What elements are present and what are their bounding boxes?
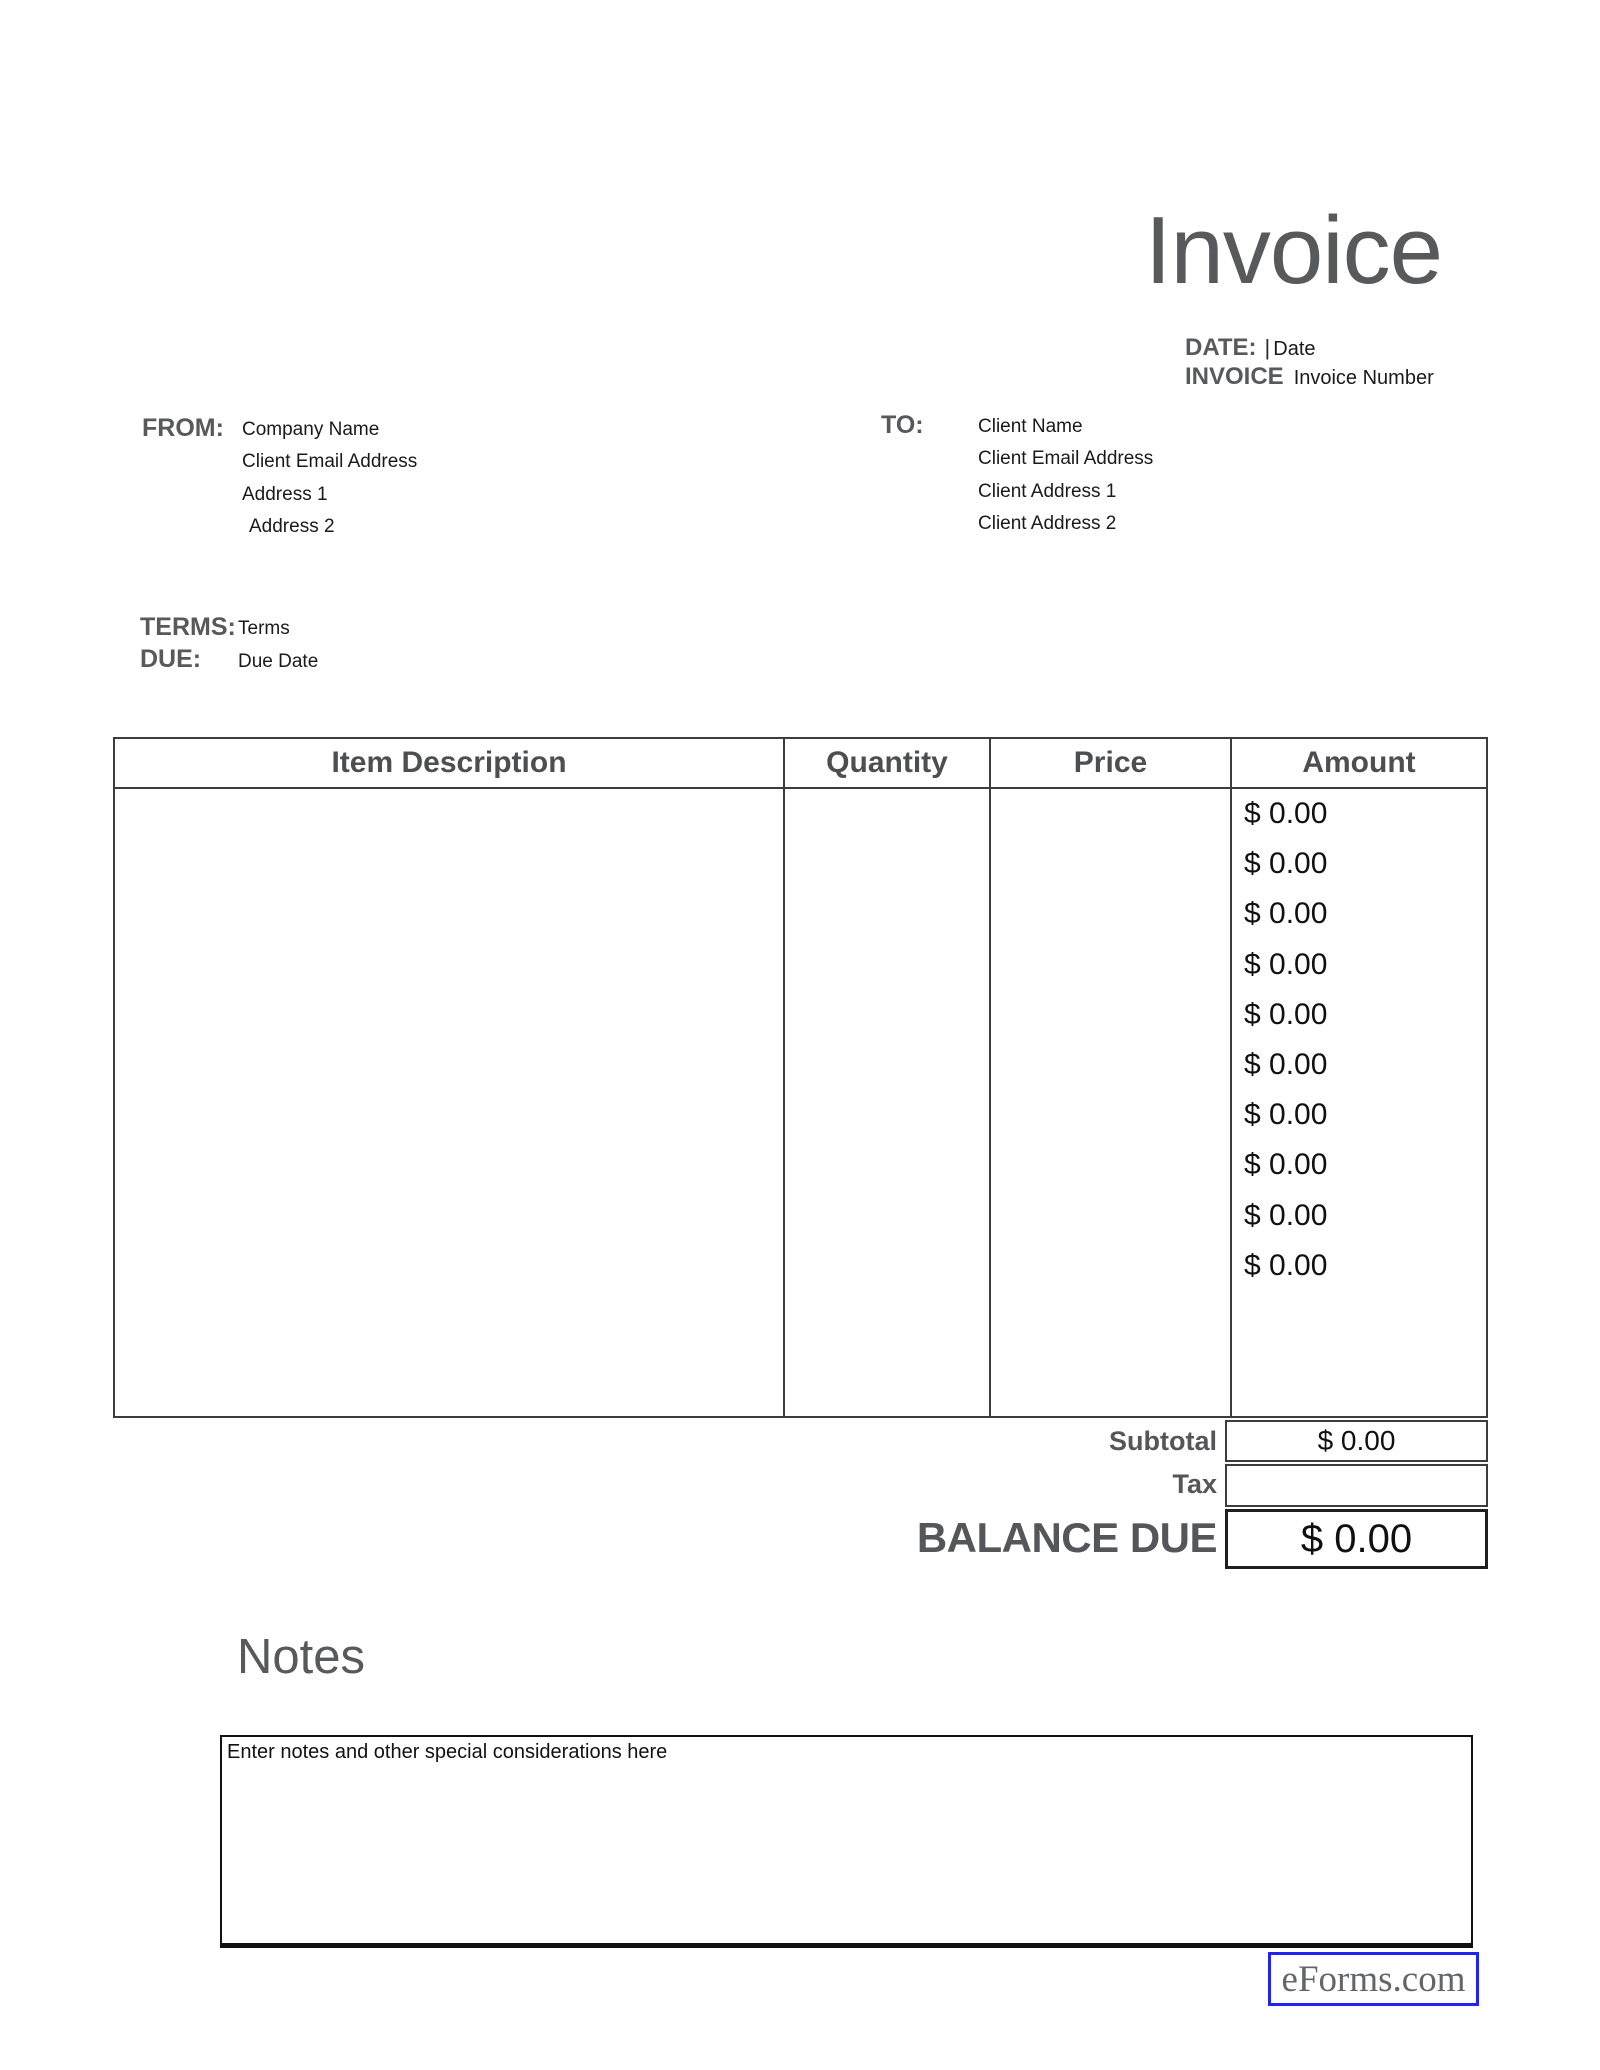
items-table-body (115, 789, 1486, 1416)
tax-label: Tax (1172, 1469, 1217, 1499)
invoice-number-label: INVOICE (1185, 363, 1284, 390)
column-header-amount: Amount (1230, 739, 1486, 787)
quantity-column[interactable] (783, 789, 989, 1416)
notes-placeholder: Enter notes and other special considerations here (227, 1741, 668, 1763)
invoice-number-value[interactable]: Invoice Number (1293, 367, 1434, 389)
column-header-quantity: Quantity (783, 739, 989, 787)
items-table-header (115, 739, 1486, 789)
amount-cell[interactable]: $ 0.00 (1244, 1248, 1328, 1282)
subtotal-label: Subtotal (1109, 1426, 1217, 1456)
items-table (113, 737, 1488, 1418)
amount-cell[interactable]: $ 0.00 (1244, 1048, 1328, 1082)
column-header-item-description: Item Description (331, 746, 567, 779)
notes-textarea[interactable] (220, 1735, 1473, 1948)
due-label: DUE: (140, 645, 202, 673)
column-header-price: Price (989, 739, 1230, 787)
price-column[interactable] (989, 789, 1230, 1416)
amount-cell[interactable]: $ 0.00 (1244, 897, 1328, 931)
amount-column (1230, 789, 1486, 1416)
text-cursor: | (1264, 335, 1271, 360)
from-label: FROM: (142, 414, 224, 442)
to-label: TO: (881, 411, 924, 439)
eforms-brand-link[interactable] (1268, 1952, 1479, 2006)
terms-label: TERMS: (140, 613, 236, 641)
from-company-name-field[interactable]: Company Name (242, 419, 380, 441)
to-block (978, 411, 1153, 540)
date-row (1185, 334, 1434, 363)
invoice-number-row (1185, 363, 1434, 392)
tax-value-box[interactable] (1225, 1464, 1488, 1507)
invoice-meta (1185, 334, 1434, 392)
amount-cell[interactable]: $ 0.00 (1244, 997, 1328, 1031)
amount-cell[interactable]: $ 0.00 (1244, 1198, 1328, 1232)
item-description-column[interactable] (115, 789, 783, 1416)
date-label: DATE: (1185, 334, 1257, 361)
amount-cell[interactable]: $ 0.00 (1244, 847, 1328, 881)
eforms-brand-text: eForms.com (1281, 1958, 1466, 2000)
from-address2-field[interactable]: Address 2 (249, 516, 335, 538)
amount-cell[interactable]: $ 0.00 (1244, 1098, 1328, 1132)
to-email-field[interactable]: Client Email Address (978, 448, 1154, 470)
terms-field[interactable]: Terms (238, 618, 290, 639)
amount-cell[interactable]: $ 0.00 (1244, 797, 1328, 831)
from-address1-field[interactable]: Address 1 (242, 483, 328, 505)
notes-heading: Notes (237, 1630, 366, 1684)
balance-due-label: BALANCE DUE (916, 1514, 1217, 1561)
from-email-field[interactable]: Client Email Address (242, 451, 418, 473)
to-address2-field[interactable]: Client Address 2 (978, 513, 1117, 535)
from-block (242, 414, 417, 543)
to-address1-field[interactable]: Client Address 1 (978, 480, 1117, 502)
to-client-name-field[interactable]: Client Name (978, 416, 1083, 438)
date-value[interactable]: Date (1273, 338, 1316, 360)
subtotal-value-box[interactable]: $ 0.00 (1225, 1420, 1488, 1462)
amount-cell[interactable]: $ 0.00 (1244, 1148, 1328, 1182)
amount-cell[interactable]: $ 0.00 (1244, 947, 1328, 981)
due-date-field[interactable]: Due Date (238, 651, 319, 672)
page-title: Invoice (1144, 197, 1442, 304)
balance-due-value-box[interactable]: $ 0.00 (1225, 1509, 1488, 1569)
